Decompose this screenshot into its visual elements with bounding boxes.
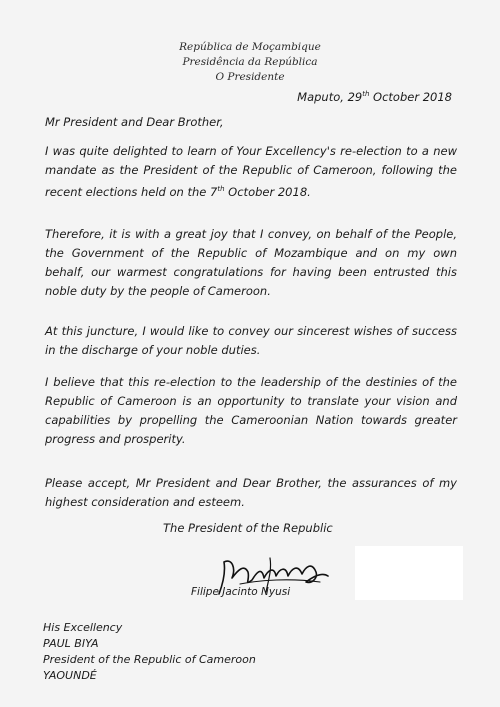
paragraph-1-text: I was quite delighted to learn of Your Excellency's re-election to a new mandate as the President of the Republic of Cameroon, following the recent elections held on the 7 xyxy=(45,144,457,199)
recipient-address xyxy=(43,620,256,684)
paragraph-2: Therefore, it is with a great joy that I convey, on behalf of the People, the Government of the Republic of Mozambique and on my own behalf, our warmest congratulations for having been entrusted this noble duty by the people of Cameroon. xyxy=(45,227,457,298)
letterhead xyxy=(150,40,350,85)
blank-patch xyxy=(355,546,463,600)
letterhead-office: Presidência da República xyxy=(182,56,318,68)
paragraph-3: At this juncture, I would like to convey our sincerest wishes of success in the discharge of your noble duties. xyxy=(45,324,457,357)
salutation: Mr President and Dear Brother, xyxy=(45,115,224,129)
paragraph-4: I believe that this re-election to the leadership of the destinies of the Republic of Cameroon is an opportunity to translate your vision and capabilities by propelling the Cameroonian Nation towards greater progress and prosperity. xyxy=(45,375,457,446)
paragraph-1-end: October 2018. xyxy=(224,184,311,199)
date-prefix: Maputo, 29 xyxy=(297,90,363,104)
letterhead-country: República de Moçambique xyxy=(179,41,321,53)
recipient-honorific: His Excellency xyxy=(43,621,123,634)
date-suffix: October 2018 xyxy=(369,90,452,104)
recipient-title: President of the Republic of Cameroon xyxy=(43,653,256,666)
date-ordinal: th xyxy=(362,90,370,99)
closing-title: The President of the Republic xyxy=(163,521,333,535)
signer-name: Filipe Jacinto Nyusi xyxy=(191,586,291,598)
paragraph-5: Please accept, Mr President and Dear Brother, the assurances of my highest consideration and esteem. xyxy=(45,476,457,509)
recipient-name: PAUL BIYA xyxy=(43,637,99,650)
paragraph-1 xyxy=(45,142,457,202)
paragraph-1-ordinal: th xyxy=(217,185,225,193)
recipient-city: YAOUNDÉ xyxy=(43,669,97,682)
letter-date xyxy=(297,90,452,104)
letterhead-title: O Presidente xyxy=(215,71,285,83)
